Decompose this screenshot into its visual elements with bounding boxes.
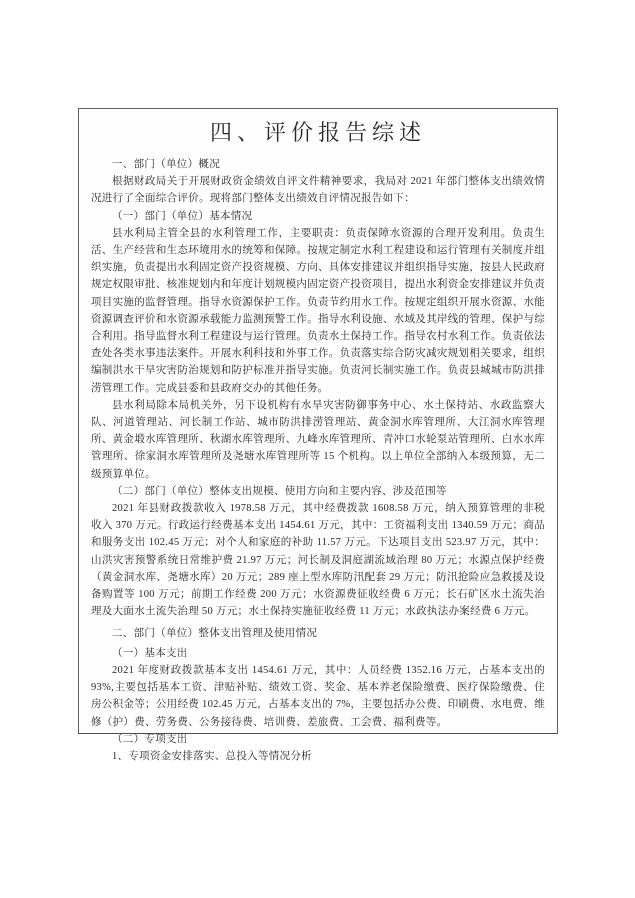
- report-border-frame: [78, 108, 558, 762]
- body-paragraph-basic-expenditure-detail: 2021 年度财政拨款基本支出 1454.61 万元，其中：人员经费 1352.16 万元，占基本支出的 93%,主要包括基本工资、津贴补贴、绩效工资、奖金、基本养老保险缴费、医疗保险缴费、住房公积金等；公用经费 102.45 万元，占基本支出的 7%，主要包括办公费、印刷费、水电费、维修（护）费、劳务费、公务接待费、培训费、差旅费、工会费、福利费等。: [91, 664, 545, 728]
- section-heading-special-expenditure: （二）专项支出: [112, 733, 188, 745]
- body-paragraph-fiscal-figures: 2021 年县财政拨款收入 1978.58 万元，其中经费拨款 1608.58 万元，纳入预算管理的非税收入 370 万元。行政运行经费基本支出 1454.61 万元，其中：工资福利支出 1340.59 万元；商品和服务支出 102.45 万元；对个人和家庭的补助 11.57 万元。下达项目支出 523.97 万元，其中：山洪灾害预警系统日常维护费 21.97 万元；河长制及洞庭湖流域治理 80 万元；水源点保护经费（黄金洞水库、尧塘水库）20 万元；289 座上型水库防汛配套 29 万元；防汛抢险应急救援及设备购置等 100 万元；前期工作经费 200 万元；水资源费征收经费 6 万元；长石矿区水土流失治理及大面水土流失治理 50 万元；水土保持实施征收经费 11 万元；水政执法办案经费 6 万元。: [91, 503, 545, 618]
- section-heading-expenditure-management: 二、部门（单位）整体支出管理及使用情况: [112, 628, 318, 640]
- document-title: 四、评价报告综述: [209, 120, 426, 145]
- body-paragraph-duties: 县水利局主管全县的水利管理工作，主要职责：负责保障水资源的合理开发利用。负责生活、生产经营和生态环境用水的统筹和保障。按规定制定水利工程建设和运行管理有关制度并组织实施，负责提出水利固定资产投资规模、方向、具体安排建议并组织指导实施，按县人民政府规定权限审批、核准规划内和年度计划规模内固定资产投资项目，提出水利资金安排建议并负责项目实施的监督管理。指导水资源保护工作。负责节约用水工作。按规定组织开展水资源、水能资源调查评价和水资源承载能力监测预警工作。指导水利设施、水域及其岸线的管理、保护与综合利用。指导监督水利工程建设与运行管理。负责水土保持工作。指导农村水利工作。负责依法查处各类水事违法案件。开展水利科技和外事工作。负责落实综合防灾减灾规划相关要求，组织编制洪水干旱灾害防治规划和防护标准并指导实施。负责河长制实施工作。负责县城城市防洪排涝管理工作。完成县委和县政府交办的其他任务。: [91, 227, 545, 394]
- body-paragraph-intro: 根据财政局关于开展财政资金绩效自评文件精神要求，我局对 2021 年部门整体支出绩效情况进行了全面综合评价。现将部门整体支出绩效自评情况报告如下：: [91, 176, 545, 205]
- body-paragraph-special-funds-analysis: 1、专项资金安排落实、总投入等情况分析: [112, 750, 312, 762]
- body-paragraph-subordinate-units: 县水利局除本局机关外，另下设机构有水旱灾害防御事务中心、水土保持站、水政监察大队、河道管理站、河长制工作站、城市防洪排涝管理站、黄金洞水库管理所、大江洞水库管理所、黄金塅水库管理所、秋湖水库管理所、九峰水库管理所、青冲口水轮泵站管理所、白水水库管理所、徐家洞水库管理所及尧塘水库管理所等 15 个机构。以上单位全部纳入本级预算，无二级预算单位。: [91, 399, 545, 480]
- section-heading-basic-info: （一）部门（单位）基本情况: [112, 210, 253, 222]
- section-heading-basic-expenditure: （一）基本支出: [112, 647, 188, 659]
- section-heading-expenditure-scale: （二）部门（单位）整体支出规模、使用方向和主要内容、涉及范围等: [112, 485, 447, 497]
- section-heading-overview: 一、部门（单位）概况: [112, 159, 220, 170]
